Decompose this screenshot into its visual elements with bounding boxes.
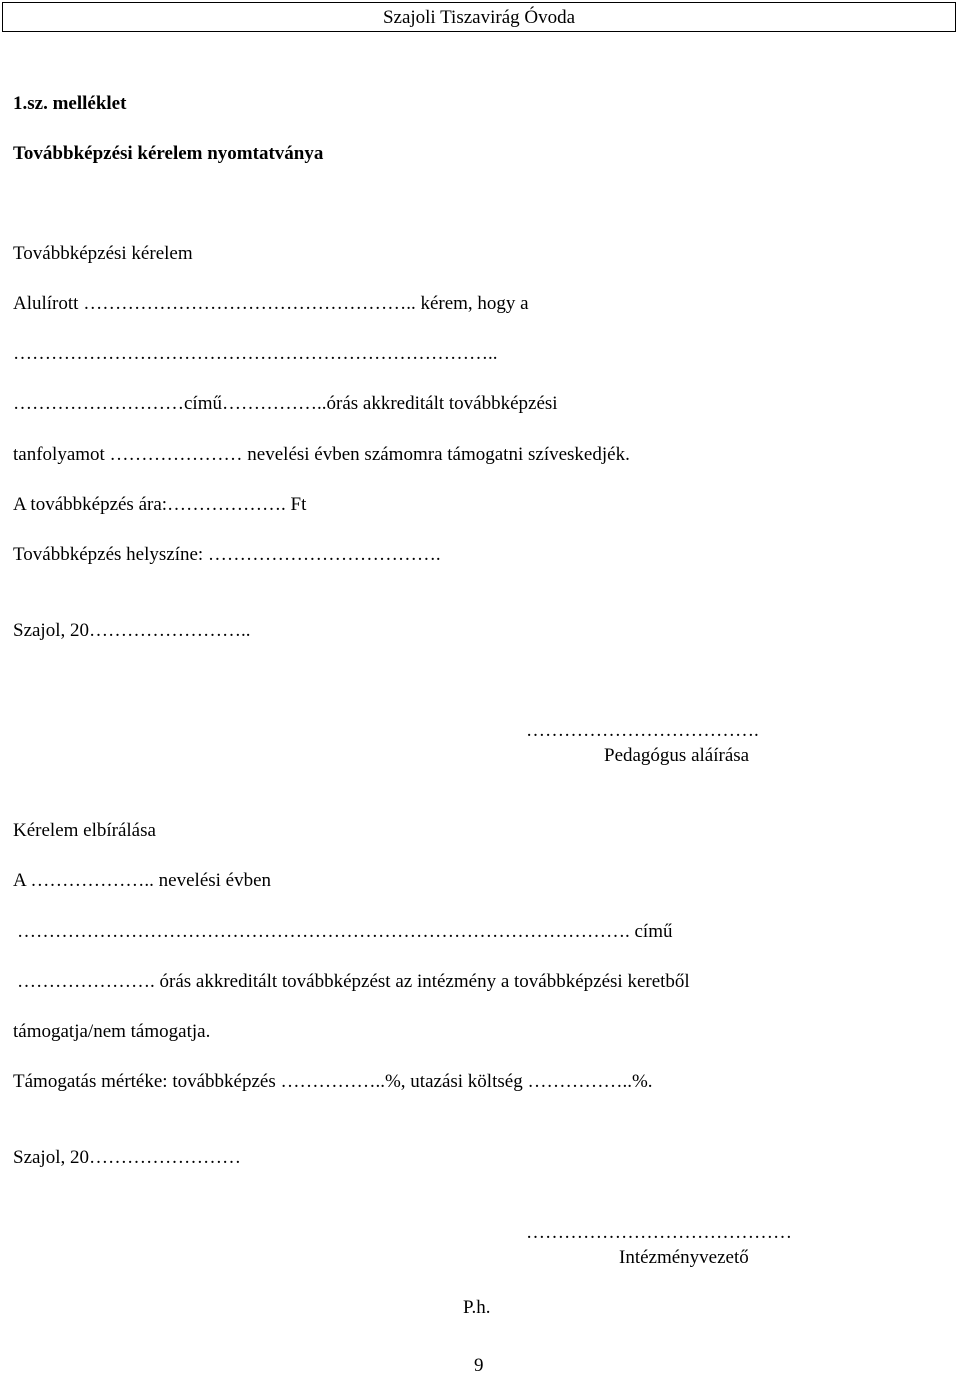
request-line-1: Alulírott …………………………………………….. kérem, hogy a: [13, 293, 529, 314]
decision-line-3: …………………. órás akkreditált továbbképzést az intézmény a továbbképzési keretből: [17, 971, 690, 992]
header-box: [2, 2, 956, 32]
institution-name: Szajoli Tiszavirág Óvoda: [382, 7, 576, 28]
course-price: A továbbképzés ára:………………. Ft: [13, 494, 307, 515]
decision-heading: Kérelem elbírálása: [13, 820, 156, 841]
request-heading: Továbbképzési kérelem: [13, 243, 193, 264]
annex-label: 1.sz. melléklet: [13, 93, 127, 114]
teacher-signature-label: Pedagógus aláírása: [604, 745, 750, 766]
request-line-3: ………………………című……………..órás akkreditált továbbképzési: [13, 393, 558, 414]
head-signature-label: Intézményvezető: [619, 1247, 749, 1268]
course-location: Továbbképzés helyszíne: ……………………………….: [13, 544, 441, 565]
decision-line-1: A ……………….. nevelési évben: [13, 870, 272, 891]
request-line-2: …………………………………………………………………..: [13, 343, 498, 364]
decision-line-2: ……………………………………………………………………………………. című: [17, 921, 673, 942]
request-date: Szajol, 20……………………..: [13, 620, 251, 641]
head-signature-line: ……………………………………: [526, 1222, 792, 1243]
request-line-4: tanfolyamot ………………… nevelési évben számomra támogatni szíveskedjék.: [13, 444, 630, 465]
support-rate: Támogatás mértéke: továbbképzés ……………..%, utazási költség ……………..%.: [13, 1071, 653, 1092]
decision-line-4: támogatja/nem támogatja.: [13, 1021, 211, 1042]
stamp-place: P.h.: [463, 1297, 491, 1318]
page-number: 9: [474, 1355, 484, 1376]
form-title: Továbbképzési kérelem nyomtatványa: [13, 143, 324, 164]
teacher-signature-line: ……………………………….: [526, 720, 759, 741]
decision-date: Szajol, 20……………………: [13, 1147, 241, 1168]
